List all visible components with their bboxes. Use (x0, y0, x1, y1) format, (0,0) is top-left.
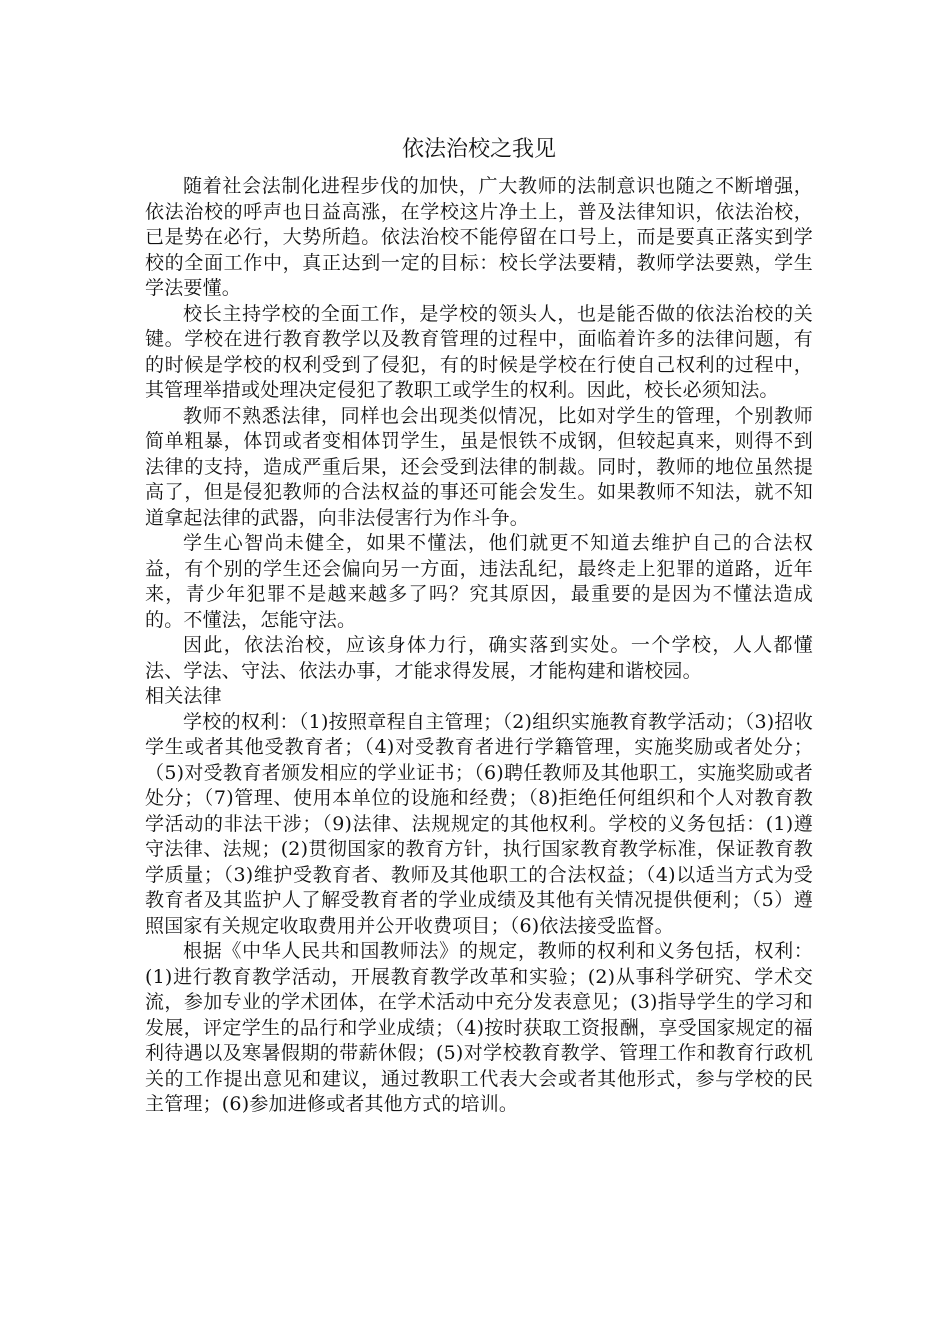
paragraph-teacher-law: 根据《中华人民共和国教师法》的规定，教师的权利和义务包括，权利：(1)进行教育教学活动，开展教育教学改革和实验；(2)从事科学研究、学术交流，参加专业的学术团体，在学术活动中充分发表意见；(3)指导学生的学习和发展，评定学生的品行和学业成绩；（4)按时获取工资报酬，享受国家规定的福利待遇以及寒暑假期的带薪休假；(5)对学校教育教学、管理工作和教育行政机关的工作提出意见和建议，通过教职工代表大会或者其他形式，参与学校的民主管理；(6)参加进修或者其他方式的培训。 (145, 940, 813, 1115)
paragraph-principal: 校长主持学校的全面工作，是学校的领头人，也是能否做的依法治校的关键。学校在进行教育教学以及教育管理的过程中，面临着许多的法律问题，有的时候是学校的权利受到了侵犯，有的时候是学校在行使自己权利的过程中，其管理举措或处理决定侵犯了教职工或学生的权利。因此，校长必须知法。 (145, 302, 813, 401)
section-heading-related-law: 相关法律 (145, 685, 222, 707)
paragraph-intro: 随着社会法制化进程步伐的加快，广大教师的法制意识也随之不断增强，依法治校的呼声也日益高涨，在学校这片净土上，普及法律知识，依法治校，已是势在必行，大势所趋。依法治校不能停留在口号上，而是要真正落实到学校的全面工作中，真正达到一定的目标：校长学法要精，教师学法要熟，学生学法要懂。 (145, 175, 813, 299)
paragraph-teachers: 教师不熟悉法律，同样也会出现类似情况，比如对学生的管理，个别教师简单粗暴，体罚或者变相体罚学生，虽是恨铁不成钢，但较起真来，则得不到法律的支持，造成严重后果，还会受到法律的制裁。同时，教师的地位虽然提高了，但是侵犯教师的合法权益的事还可能会发生。如果教师不知法，就不知道拿起法律的武器，向非法侵害行为作斗争。 (145, 404, 813, 529)
paragraph-students: 学生心智尚未健全，如果不懂法，他们就更不知道去维护自己的合法权益，有个别的学生还会偏向另一方面，违法乱纪，最终走上犯罪的道路，近年来，青少年犯罪不是越来越多了吗？究其原因，最重要的是因为不懂法造成的。不懂法，怎能守法。 (145, 532, 813, 631)
document-page (145, 128, 813, 1118)
document-title: 依法治校之我见 (401, 137, 556, 162)
paragraph-conclusion: 因此，依法治校，应该身体力行，确实落到实处。一个学校，人人都懂法、学法、守法、依法办事，才能求得发展，才能构建和谐校园。 (145, 634, 813, 682)
paragraph-school-rights: 学校的权利：（1)按照章程自主管理；（2)组织实施教育教学活动；（3)招收学生或者其他受教育者；（4)对受教育者进行学籍管理，实施奖励或者处分；（5)对受教育者颁发相应的学业证书；（6)聘任教师及其他职工，实施奖励或者处分；（7)管理、使用本单位的设施和经费；（8)拒绝任何组织和个人对教育教学活动的非法干涉；（9)法律、法规规定的其他权利。学校的义务包括：(1)遵守法律、法规；(2)贯彻国家的教育方针，执行国家教育教学标准，保证教育教学质量；（3)维护受教育者、教师及其他职工的合法权益；（4)以适当方式为受教育者及其监护人了解受教育者的学业成绩及其他有关情况提供便利；（5）遵照国家有关规定收取费用并公开收费项目；（6)依法接受监督。 (145, 710, 813, 937)
